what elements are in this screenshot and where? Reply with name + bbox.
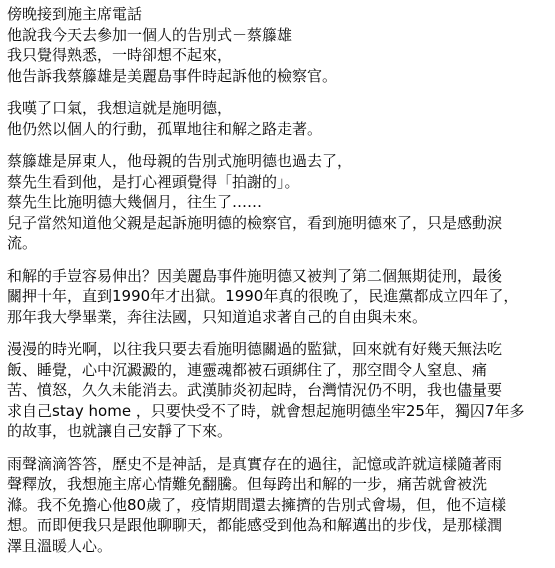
text-line: 他告訴我蔡籐雄是美麗島事件時起訴他的檢察官。	[7, 66, 338, 85]
text-line: 關押十年，直到1990年才出獄。1990年真的很晚了，民進黨都成立四年了，	[7, 287, 519, 305]
text-line: 漫漫的時光啊，以往我只要去看施明德關過的監獄，回來就有好幾天無法吃	[7, 340, 503, 358]
text-line: 蔡先生看到他，是打心裡頭覺得「拍謝的」。	[7, 172, 300, 191]
paragraph-1	[7, 4, 552, 86]
text-line: 滌。我不免擔心他80歲了，疫情期間還去擁擠的告別式會場，但，他不這樣	[7, 495, 507, 514]
text-line: 蔡先生比施明德大幾個月，往生了……	[7, 193, 263, 211]
paragraph-5	[7, 339, 552, 442]
text-line: 兒子當然知道他父親是起訴施明德的檢察官，看到施明德來了，只是感動淚	[7, 213, 503, 232]
text-line: 那年我大學畢業，奔往法國，只知道追求著自己的自由與未來。	[7, 307, 428, 326]
text-line: 澤且溫暖人心。	[7, 536, 113, 555]
text-line: 飯、睡覺，心中沉澱澱的，連靈魂都被石頭綁住了，那空間令人窒息、痛	[7, 360, 488, 379]
text-line: 我只覺得熟悉，一時卻想不起來，	[7, 46, 233, 64]
paragraph-6	[7, 454, 552, 557]
text-line: 苦、憤怒，久久未能消去。武漢肺炎初起時，台灣情況仍不明，我也儘量要	[7, 381, 503, 399]
text-line: 想。而即便我只是跟他聊聊天，都能感受到他為和解邁出的步伐，是那樣潤	[7, 516, 503, 534]
text-line: 雨聲滴滴答答，歷史不是神話，是真實存在的過往，記憶或許就這樣隨著雨	[7, 454, 503, 473]
paragraph-3	[7, 151, 552, 254]
paragraph-2	[7, 98, 552, 139]
text-line: 我嘆了口氣，我想這就是施明德，	[7, 99, 233, 117]
post-text	[7, 4, 552, 568]
text-line: 他說我今天去參加一個人的告別式－蔡籐雄	[7, 25, 293, 44]
text-line: 傍晚接到施主席電話	[7, 5, 143, 23]
text-line: 和解的手豈容易伸出？因美麗島事件施明德又被判了第二個無期徒刑，最後	[7, 266, 503, 285]
text-line: 求自己stay home ，只要快受不了時，就會想起施明德坐牢25年，獨囚7年多	[7, 401, 525, 420]
text-line: 蔡籐雄是屏東人，他母親的告別式施明德也過去了，	[7, 152, 353, 170]
paragraph-4	[7, 266, 552, 328]
text-line: 聲釋放，我想施主席心情難免翻騰。但每跨出和解的一步，痛苦就會被洗	[7, 475, 488, 493]
text-line: 的故事，也就讓自己安靜了下來。	[7, 422, 233, 440]
text-line: 他仍然以個人的行動，孤單地往和解之路走著。	[7, 119, 323, 138]
text-line: 流。	[7, 234, 38, 252]
